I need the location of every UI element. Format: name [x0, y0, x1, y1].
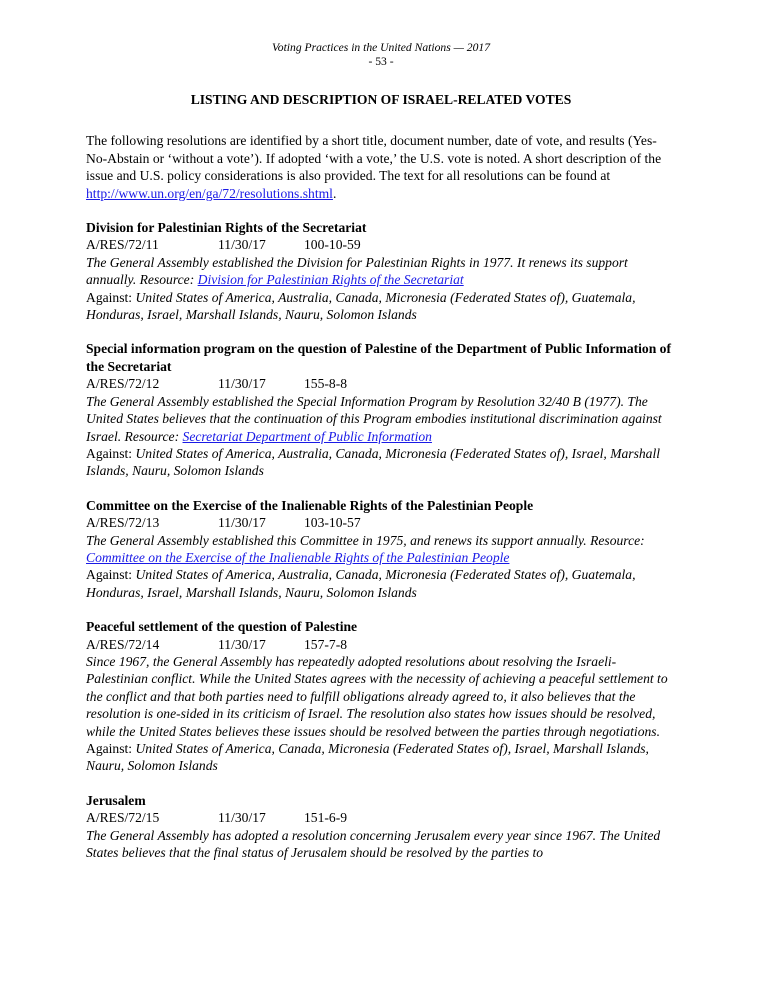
resolution-doc-number: A/RES/72/13 [86, 515, 160, 531]
resolution-doc-number: A/RES/72/12 [86, 376, 160, 392]
resolution-result: 155-8-8 [304, 376, 348, 392]
resolution-title: Peaceful settlement of the question of Palestine [86, 619, 358, 635]
resolution-description: The General Assembly has adopted a resolution concerning Jerusalem every year since 1967. The United States believes that the final status of Jerusalem should be resolved by the parties to [86, 827, 661, 861]
resolution-meta [86, 236, 676, 253]
resolution-result: 157-7-8 [304, 636, 348, 652]
resolution-date: 11/30/17 [218, 636, 266, 652]
resolution-against [86, 445, 676, 480]
resolution-entry [86, 618, 676, 775]
resolution-description: Since 1967, the General Assembly has repeatedly adopted resolutions about resolving the Israeli-Palestinian conflict. While the United States agrees with the necessity of achieving a peaceful settlement to the conflict and that both parties need to fulfill obligations already agreed to, it also believes that the resolution is one-sided in its criticism of Israel. The resolution also states how issues should be resolved, while the United States believes these issues should be resolved between the parties through negotiations. [86, 653, 668, 739]
resolution-meta [86, 375, 676, 392]
against-label: Against: [86, 289, 136, 305]
against-label: Against: [86, 741, 136, 756]
resolution-title: Special information program on the question of Palestine of the Department of Public Information of the Secretariat [86, 341, 671, 374]
resolution-date: 11/30/17 [218, 515, 266, 531]
intro-paragraph [86, 132, 676, 202]
resolution-entry [86, 497, 676, 601]
resolutions-url-link[interactable]: http://www.un.org/en/ga/72/resolutions.shtml [86, 185, 333, 201]
resolution-title: Division for Palestinian Rights of the Secretariat [86, 220, 367, 236]
resolution-meta [86, 636, 676, 653]
resolution-doc-number: A/RES/72/11 [86, 237, 159, 253]
resolution-against [86, 566, 676, 601]
resource-link[interactable]: Secretariat Department of Public Information [182, 428, 432, 444]
intro-tail: . [332, 185, 337, 201]
page-number: - 53 - [368, 55, 394, 68]
resolution-doc-number: A/RES/72/15 [86, 810, 160, 826]
resolution-date: 11/30/17 [218, 237, 266, 253]
document-title: LISTING AND DESCRIPTION OF ISRAEL-RELATED VOTES [190, 92, 572, 107]
against-list: United States of America, Australia, Canada, Micronesia (Federated States of), Guatemala, Honduras, Israel, Marshall Islands, Nauru, Solomon Islands [86, 567, 636, 600]
against-list: United States of America, Canada, Micronesia (Federated States of), Israel, Marshall Islands, Nauru, Solomon Islands [86, 741, 649, 774]
resolution-date: 11/30/17 [218, 376, 266, 392]
intro-text: The following resolutions are identified by a short title, document number, date of vote, and results (Yes-No-Abstain or ‘without a vote’). If adopted ‘with a vote,’ the U.S. vote is noted. A short description of the issue and U.S. policy considerations is also provided. The text for all resolutions can be found at [86, 133, 662, 184]
resolution-description [86, 254, 676, 289]
resolution-result: 151-6-9 [304, 810, 348, 826]
resolution-date: 11/30/17 [218, 810, 266, 826]
resolution-meta [86, 514, 676, 531]
resource-link[interactable]: Committee on the Exercise of the Inalienable Rights of the Palestinian People [86, 549, 510, 565]
description-text: The General Assembly established the Special Information Program by Resolution 32/40 B (1977). The United States believes that the continuation of this Program embodies institutional discrimination against Israel. Resource: [86, 393, 662, 444]
resource-link[interactable]: Division for Palestinian Rights of the Secretariat [197, 272, 464, 288]
resolution-entry [86, 340, 676, 479]
document-page [86, 0, 676, 861]
against-list: United States of America, Australia, Canada, Micronesia (Federated States of), Guatemala, Honduras, Israel, Marshall Islands, Nauru, Solomon Islands [86, 289, 636, 323]
resolution-against [86, 740, 676, 775]
resolution-description [86, 393, 676, 445]
resolution-result: 100-10-59 [304, 237, 361, 253]
against-label: Against: [86, 445, 136, 461]
resolution-result: 103-10-57 [304, 515, 361, 531]
resolution-meta [86, 809, 676, 826]
against-label: Against: [86, 567, 136, 583]
resolution-title: Jerusalem [86, 792, 146, 808]
resolution-description [86, 532, 676, 567]
description-text: The General Assembly established the Division for Palestinian Rights in 1977. It renews its support annually. Resource: [86, 254, 628, 288]
resolution-entry [86, 219, 676, 323]
resolution-against [86, 289, 676, 324]
resolution-entry [86, 792, 676, 862]
running-header: Voting Practices in the United Nations — 2017 [271, 41, 490, 54]
description-text: The General Assembly established this Committee in 1975, and renews its support annually. Resource: [86, 532, 645, 548]
against-list: United States of America, Australia, Canada, Micronesia (Federated States of), Israel, Marshall Islands, Nauru, Solomon Islands [86, 445, 661, 479]
resolution-title: Committee on the Exercise of the Inalienable Rights of the Palestinian People [86, 497, 534, 513]
resolution-doc-number: A/RES/72/14 [86, 636, 160, 652]
